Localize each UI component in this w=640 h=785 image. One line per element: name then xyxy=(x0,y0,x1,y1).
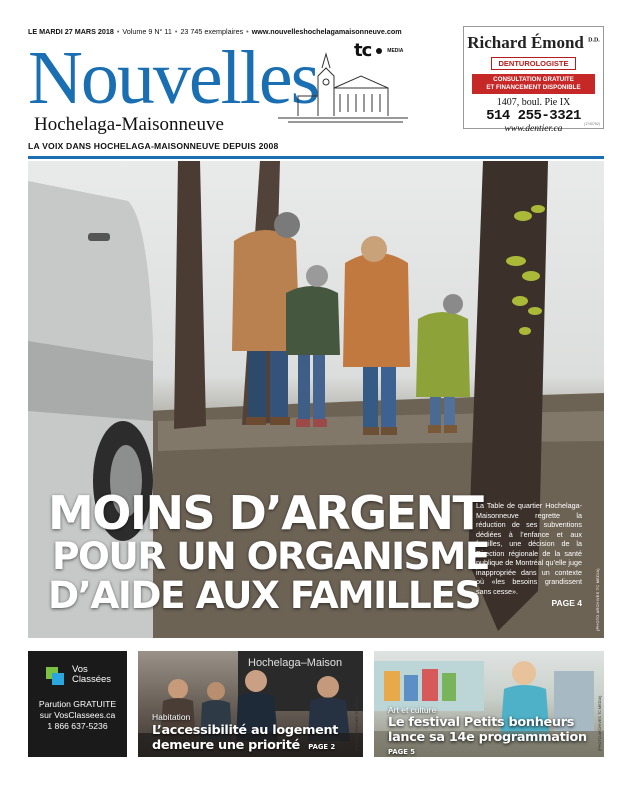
teaser-1-title: L’accessibilité au logement demeure une priorité PAGE 2 xyxy=(152,723,339,753)
vos-line2: sur VosClassees.ca xyxy=(39,710,116,720)
ad-role: DENTUROLOGISTE xyxy=(491,57,575,70)
teaser-1-tag: Habitation xyxy=(152,712,191,722)
masthead-title: Nouvelles xyxy=(28,36,319,120)
cover-headline[interactable] xyxy=(48,486,489,617)
summary-page-link[interactable]: PAGE 4 xyxy=(551,598,582,608)
cover-photo xyxy=(28,161,604,638)
ad-consult-line2: ET FINANCEMENT DISPONIBLE xyxy=(486,84,581,91)
ad-code: (1740752) xyxy=(584,122,600,126)
ad-name: Richard Émond $^{D.D.}$ xyxy=(467,33,600,52)
tc-logo-media: MEDIA xyxy=(387,47,404,54)
ad-name-suffix: D.D. xyxy=(588,37,600,44)
cover-photo-credit: (PHOTO ARCHIVES TC MEDIA) xyxy=(596,568,600,631)
ad-phone: 514 255-3321 xyxy=(486,108,581,124)
teaser-sign-text: Hochelaga–Maison xyxy=(248,657,343,669)
denturologist-ad[interactable] xyxy=(463,26,604,134)
vos-phone: 1 866 637-5236 xyxy=(47,721,108,731)
headline-line3: D’AIDE AUX FAMILLES xyxy=(48,573,480,617)
teaser-2-title: Le festival Petits bonheurs lance sa 14e programmation PAGE 5 xyxy=(388,715,587,757)
teaser-art-culture[interactable] xyxy=(374,651,604,757)
vos-line1: Parution GRATUITE xyxy=(38,699,117,709)
vos-logo-line2: Classées xyxy=(71,674,112,685)
teaser-1-page[interactable]: PAGE 2 xyxy=(308,743,336,751)
issue-copies: 23 745 exemplaires xyxy=(180,27,244,36)
masthead-subtitle: Hochelaga-Maisonneuve xyxy=(34,114,224,135)
issue-volume: Volume 9 N° 11 xyxy=(122,27,172,36)
teaser-habitation[interactable] xyxy=(138,651,363,757)
vos-classees-box[interactable] xyxy=(28,651,127,757)
teaser-2-tag: Art et culture xyxy=(388,705,437,715)
issue-info-bar: LE MARDI 27 MARS 2018 • Volume 9 N° 11 • 23 745 exemplaires • www.nouvelleshochelagamaisonneuve.com xyxy=(28,27,402,36)
cover-summary xyxy=(476,501,582,609)
website-link[interactable]: www.nouvelleshochelagamaisonneuve.com xyxy=(251,27,402,36)
vos-logo-line1: Vos xyxy=(71,664,88,675)
slogan: LA VOIX DANS HOCHELAGA-MAISONNEUVE DEPUIS 2008 xyxy=(28,141,279,151)
headline-line2: POUR UN ORGANISME xyxy=(52,534,489,578)
ad-address: 1407, boul. Pie IX xyxy=(496,97,571,108)
issue-date: LE MARDI 27 MARS 2018 xyxy=(28,27,114,36)
ad-consult-banner xyxy=(472,74,595,94)
masthead xyxy=(28,38,428,138)
headline-line1: MOINS D’ARGENT xyxy=(48,486,483,540)
tc-logo-text: tc xyxy=(354,40,372,61)
summary-text: La Table de quartier Hochelaga-Maisonneuve regrette la réduction de ses subventions dédiées à l’enfance et aux familles, une décision de la Direction régionale de la santé publique de Montréal qu’elle juge inappropriée dans un contexte où «les besoins grandissent sans cesse». xyxy=(476,501,582,596)
teaser-2-page[interactable]: PAGE 5 xyxy=(388,748,415,756)
header-divider xyxy=(28,156,604,159)
church-illustration-icon xyxy=(278,46,408,126)
teaser-2-credit: (PHOTO ARCHIVES TC MEDIA) xyxy=(598,695,602,751)
teaser-1-credit: (PHOTO ARCHIVES TC MEDIA) xyxy=(355,695,359,751)
vos-classees-logo xyxy=(28,663,127,687)
vos-classees-logo-icon xyxy=(44,663,68,687)
ad-website[interactable]: www.dentier.ca xyxy=(504,124,563,134)
ad-consult-line1: CONSULTATION GRATUITE xyxy=(493,76,574,83)
